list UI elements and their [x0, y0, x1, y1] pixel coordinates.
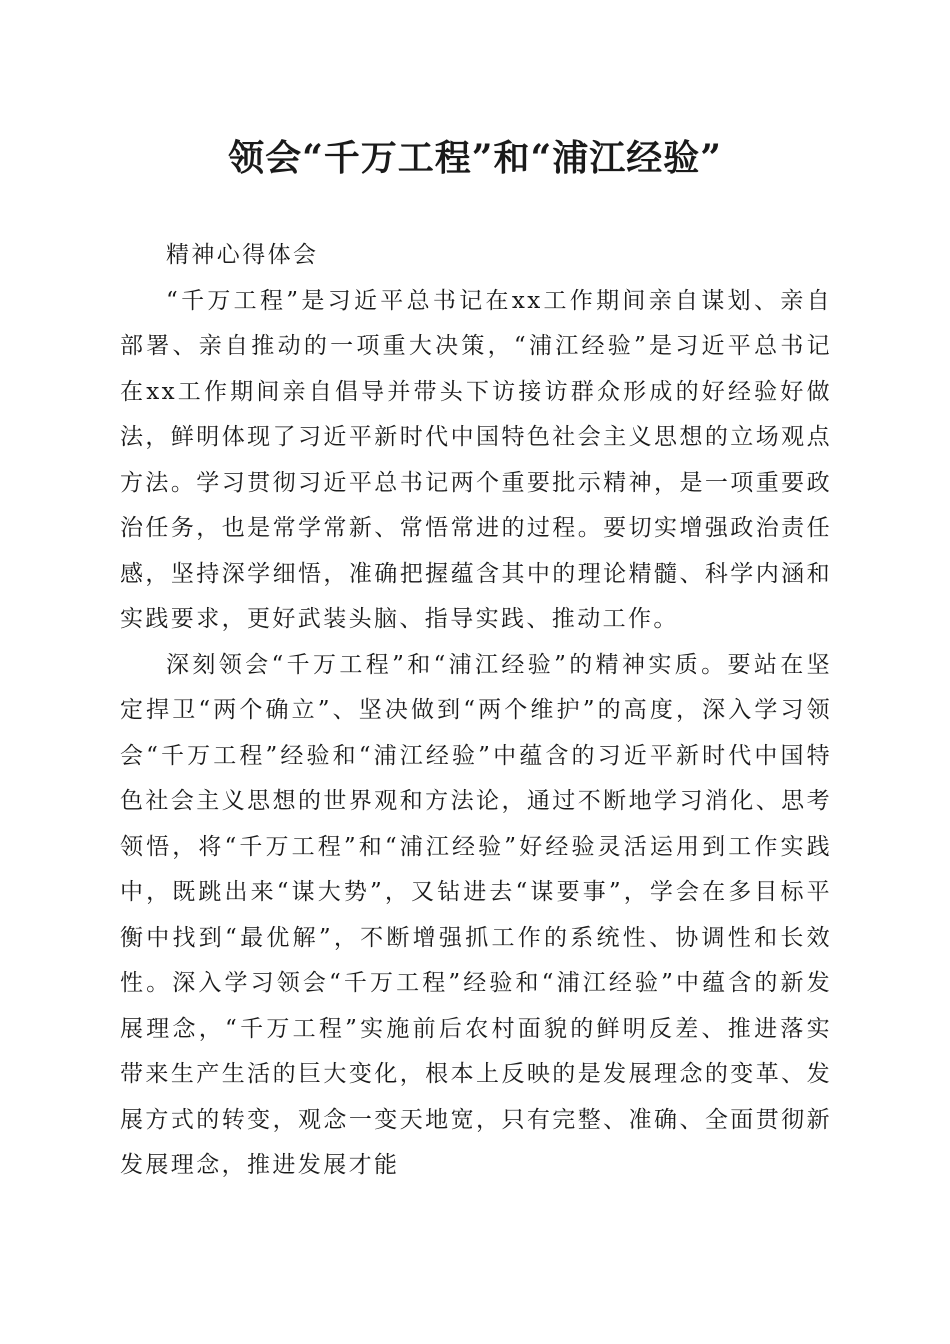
paragraph-2: 深刻领会“千万工程”和“浦江经验”的精神实质。要站在坚定捍卫“两个确立”、坚决做到“两个维护”的高度，深入学习领会“千万工程”经验和“浦江经验”中蕴含的习近平新时代中国特色社会主义思想的世界观和方法论，通过不断地学习消化、思考领悟，将“千万工程”和“浦江经验”好经验灵活运用到工作实践中，既跳出来“谋大势”，又钻进去“谋要事”，学会在多目标平衡中找到“最优解”，不断增强抓工作的系统性、协调性和长效性。深入学习领会“千万工程”经验和“浦江经验”中蕴含的新发展理念，“千万工程”实施前后农村面貌的鲜明反差、推进落实带来生产生活的巨大变化，根本上反映的是发展理念的变革、发展方式的转变，观念一变天地宽，只有完整、准确、全面贯彻新发展理念，推进发展才能 [120, 651, 832, 1178]
document-subtitle: 精神心得体会 [166, 242, 319, 268]
document-title: 领会“千万工程”和“浦江经验” [228, 137, 722, 179]
paragraph-1: “千万工程”是习近平总书记在xx工作期间亲自谋划、亲自部署、亲自推动的一项重大决策，“浦江经验”是习近平总书记在xx工作期间亲自倡导并带头下访接访群众形成的好经验好做法，鲜明体现了习近平新时代中国特色社会主义思想的立场观点方法。学习贯彻习近平总书记两个重要批示精神，是一项重要政治任务，也是常学常新、常悟常进的过程。要切实增强政治责任感，坚持深学细悟，准确把握蕴含其中的理论精髓、科学内涵和实践要求，更好武装头脑、指导实践、推动工作。 [120, 287, 832, 632]
document-body [120, 233, 832, 1189]
